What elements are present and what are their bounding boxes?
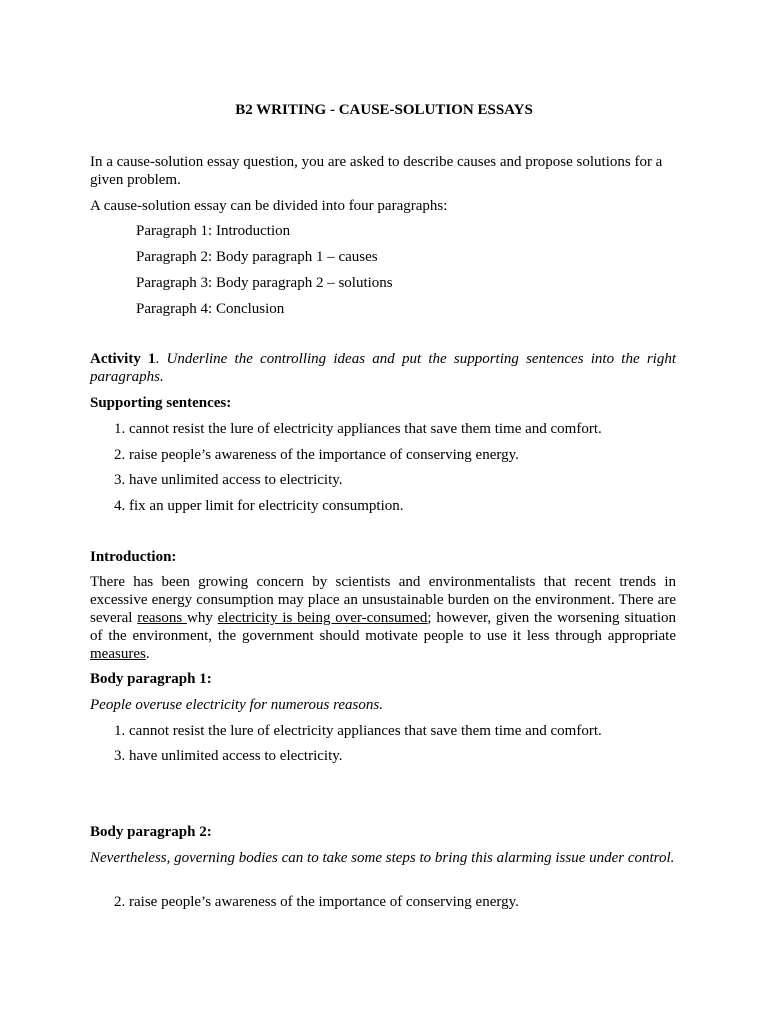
introduction-text-4: . xyxy=(145,646,150,662)
outline-item-3: Paragraph 3: Body paragraph 2 – solutions xyxy=(136,275,393,291)
body1-item-1: 1. cannot resist the lure of electricity appliances that save them time and comfort. xyxy=(114,723,602,739)
underlined-controlling-idea-3: measures xyxy=(90,646,146,662)
introduction-text-1: There has been growing concern by scientists and environmentalists that recent trends in excessive energy consumption may place an unsustainable burden on the environment. There are several xyxy=(90,574,676,626)
intro-paragraph: In a cause-solution essay question, you are asked to describe causes and propose solutions for a given problem. xyxy=(90,154,663,188)
body1-topic-sentence: People overuse electricity for numerous reasons. xyxy=(90,697,383,713)
activity-text: Underline the controlling ideas and put the supporting sentences into the right paragraphs. xyxy=(90,351,676,385)
introduction-text-2: why xyxy=(187,610,218,626)
supporting-heading: Supporting sentences: xyxy=(90,395,232,411)
supporting-item-4: 4. fix an upper limit for electricity consumption. xyxy=(114,498,404,514)
introduction-heading: Introduction: xyxy=(90,549,177,565)
activity-instruction xyxy=(90,350,676,386)
body1-heading: Body paragraph 1: xyxy=(90,671,212,687)
activity-separator: . xyxy=(155,351,167,367)
division-paragraph: A cause-solution essay can be divided into four paragraphs: xyxy=(90,198,448,214)
body1-item-2: 3. have unlimited access to electricity. xyxy=(114,748,343,764)
body2-topic-sentence: Nevertheless, governing bodies can to take some steps to bring this alarming issue under control. xyxy=(90,850,675,866)
introduction-paragraph xyxy=(90,573,676,663)
supporting-item-1: 1. cannot resist the lure of electricity appliances that save them time and comfort. xyxy=(114,421,602,437)
activity-label: Activity 1 xyxy=(90,351,156,367)
page-title: B2 WRITING - CAUSE-SOLUTION ESSAYS xyxy=(235,102,533,118)
body2-item-1: 2. raise people’s awareness of the importance of conserving energy. xyxy=(114,894,519,910)
outline-item-1: Paragraph 1: Introduction xyxy=(136,223,291,239)
body2-heading: Body paragraph 2: xyxy=(90,824,212,840)
underlined-controlling-idea-1: reasons xyxy=(137,610,188,626)
supporting-item-3: 3. have unlimited access to electricity. xyxy=(114,472,343,488)
underlined-controlling-idea-2: electricity is being over-consumed xyxy=(217,610,428,626)
introduction-text-3: ; however, given the worsening situation of the environment, the government should motivate people to use it less through appropriate xyxy=(90,610,676,644)
supporting-item-2: 2. raise people’s awareness of the importance of conserving energy. xyxy=(114,447,519,463)
outline-item-2: Paragraph 2: Body paragraph 1 – causes xyxy=(136,249,378,265)
outline-item-4: Paragraph 4: Conclusion xyxy=(136,301,285,317)
